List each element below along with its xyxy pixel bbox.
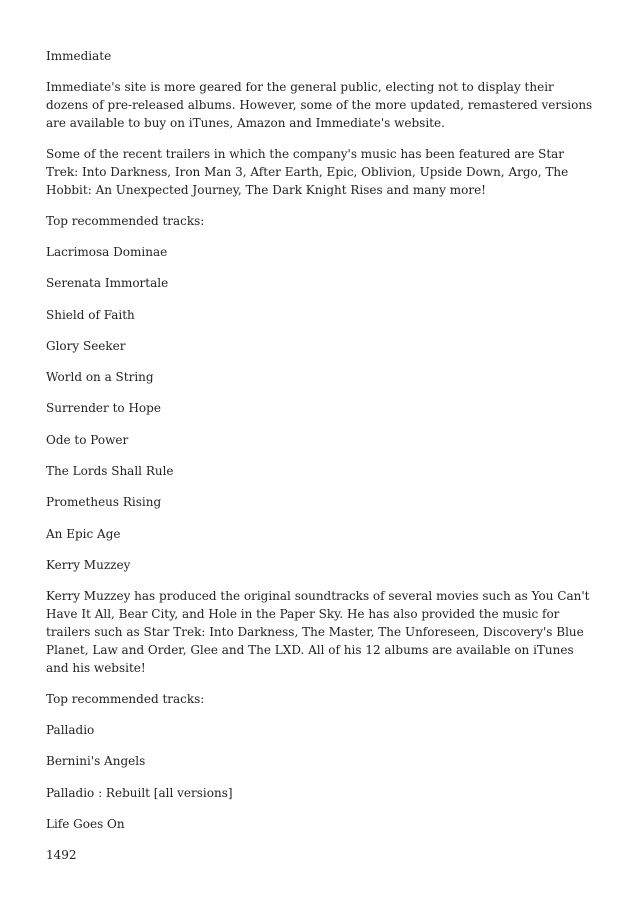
track-item: Ode to Power	[46, 432, 129, 447]
track-item: Surrender to Hope	[46, 401, 161, 416]
section-heading-kerry-muzzey: Kerry Muzzey	[46, 557, 131, 572]
track-item: Bernini's Angels	[46, 754, 146, 769]
section-heading-immediate: Immediate	[46, 49, 112, 63]
document-page	[46, 47, 594, 877]
track-item: Shield of Faith	[46, 307, 135, 322]
track-item: Glory Seeker	[46, 338, 126, 353]
track-item: The Lords Shall Rule	[46, 464, 174, 479]
track-item: Life Goes On	[46, 816, 125, 831]
kerry-muzzey-description-paragraph: Kerry Muzzey has produced the original soundtracks of several movies such as You Can't Have It All, Bear City, and Hole in the Paper Sky. He has also provided the music for trailers such as Star Trek: Into Darkness, The Master, The Unforeseen, Discovery's Blue Planet, Law and Order, Glee and The LXD. All of his 12 albums are available on iTunes and his website!	[46, 588, 590, 675]
track-item: Palladio	[46, 722, 95, 737]
track-item: Prometheus Rising	[46, 495, 162, 510]
immediate-tracks-label: Top recommended tracks:	[46, 214, 205, 228]
kerry-muzzey-tracks-label: Top recommended tracks:	[46, 691, 205, 706]
track-item: Lacrimosa Dominae	[46, 245, 168, 259]
track-item: An Epic Age	[46, 526, 121, 541]
immediate-description-paragraph: Immediate's site is more geared for the general public, electing not to display their dozens of pre-released albums. However, some of the more updated, remastered versions are available to buy on iTunes, Amazon and Immediate's website.	[46, 80, 593, 130]
track-item: World on a String	[46, 370, 154, 385]
immediate-trailers-paragraph: Some of the recent trailers in which the company's music has been featured are Star Trek: Into Darkness, Iron Man 3, After Earth, Epic, Oblivion, Upside Down, Argo, The Hobbit: An Unexpected Journey, The Dark Knight Rises and many more!	[46, 147, 569, 197]
track-item: Serenata Immortale	[46, 276, 169, 291]
track-item: Palladio : Rebuilt [all versions]	[46, 785, 233, 800]
track-item: 1492	[46, 848, 77, 863]
